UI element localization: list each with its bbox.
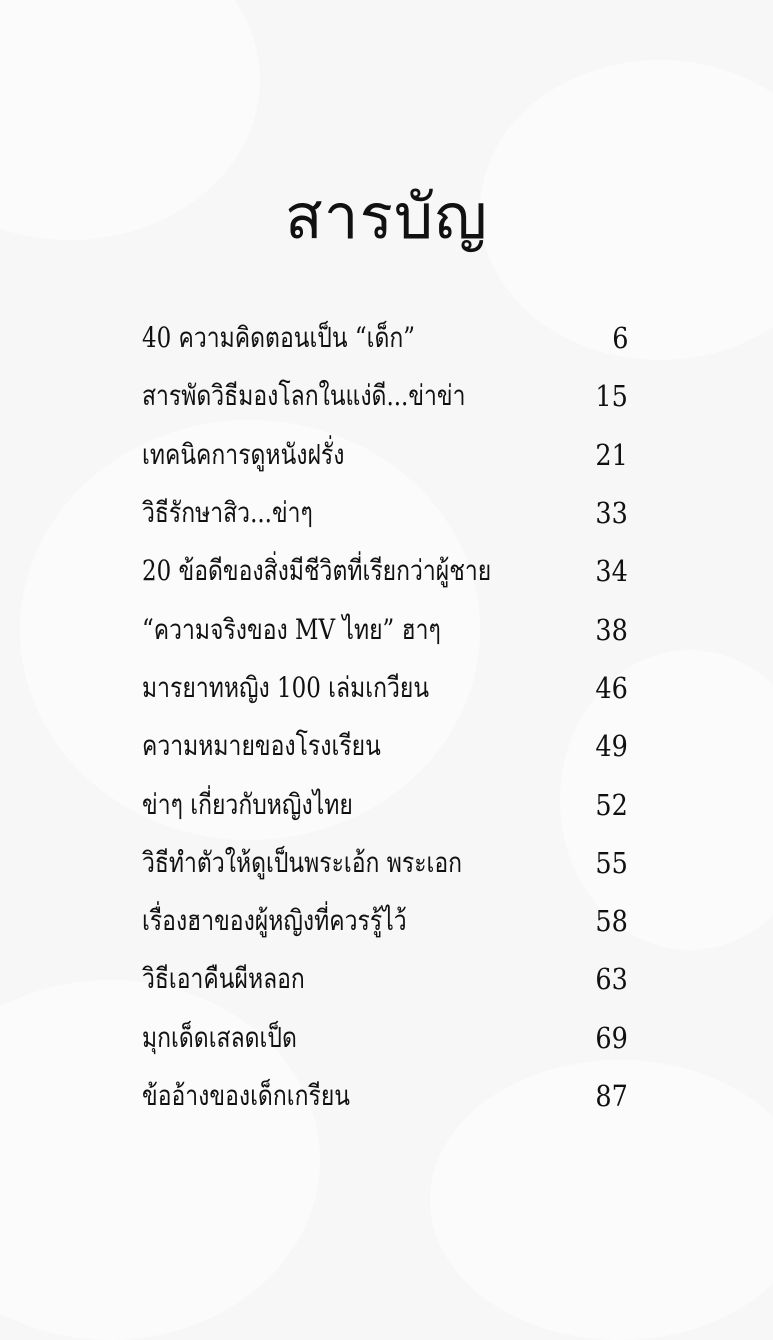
toc-entry-title: สารพัดวิธีมองโลกในแง่ดี...ข่าข่า	[142, 379, 466, 413]
toc-entry	[142, 834, 628, 892]
toc-entry	[142, 1009, 628, 1067]
toc-entry-page-number: 52	[595, 787, 628, 822]
toc-entry-page-number: 33	[595, 496, 628, 531]
toc-entry-title: ความหมายของโรงเรียน	[142, 729, 381, 763]
toc-entry-title: 20 ข้อดีของสิ่งมีชีวิตที่เรียกว่าผู้ชาย	[142, 554, 492, 588]
toc-entry	[142, 542, 628, 600]
toc-entry-title: มุกเด็ดเสลดเป็ด	[142, 1020, 297, 1054]
toc-entry	[142, 367, 628, 425]
toc-entry-title: วิธีเอาคืนผีหลอก	[142, 962, 305, 996]
toc-entry-title: ข่าๆ เกี่ยวกับหญิงไทย	[142, 787, 353, 821]
toc-entry-page-number: 21	[595, 437, 628, 472]
toc-entry	[142, 950, 628, 1008]
toc-entry-title: วิธีทำตัวให้ดูเป็นพระเอ้ก พระเอก	[142, 845, 463, 879]
toc-entry-page-number: 6	[611, 321, 628, 356]
toc-entry-title: เทคนิคการดูหนังฝรั่ง	[142, 437, 345, 471]
toc-entry-page-number: 46	[595, 670, 628, 705]
toc-entry	[142, 309, 628, 367]
page-title: สารบัญ	[284, 180, 489, 253]
toc-entry-page-number: 58	[595, 904, 628, 939]
toc-entry-page-number: 69	[595, 1020, 628, 1055]
toc-entry-title: “ความจริงของ MV ไทย” ฮาๆ	[142, 612, 441, 646]
toc-entry-title: เรื่องฮาของผู้หญิงที่ควรรู้ไว้	[142, 904, 407, 938]
toc-entry	[142, 426, 628, 484]
table-of-contents	[142, 309, 628, 1125]
toc-entry	[142, 717, 628, 775]
toc-entry-page-number: 38	[595, 612, 628, 647]
toc-entry-page-number: 15	[595, 379, 628, 414]
toc-entry	[142, 775, 628, 833]
toc-entry-title: มารยาทหญิง 100 เล่มเกวียน	[142, 670, 430, 704]
toc-entry-page-number: 55	[595, 845, 628, 880]
toc-entry-title: 40 ความคิดตอนเป็น “เด็ก”	[142, 321, 416, 355]
toc-entry-title: วิธีรักษาสิว...ข่าๆ	[142, 496, 313, 530]
toc-entry	[142, 659, 628, 717]
toc-entry-page-number: 87	[595, 1079, 628, 1113]
toc-entry	[142, 892, 628, 950]
toc-entry	[142, 484, 628, 542]
toc-entry	[142, 600, 628, 658]
toc-entry-title: ข้ออ้างของเด็กเกรียน	[142, 1079, 350, 1112]
toc-entry-page-number: 63	[595, 962, 628, 997]
toc-entry	[142, 1067, 628, 1125]
toc-entry-page-number: 49	[595, 729, 628, 764]
toc-entry-page-number: 34	[595, 554, 628, 589]
